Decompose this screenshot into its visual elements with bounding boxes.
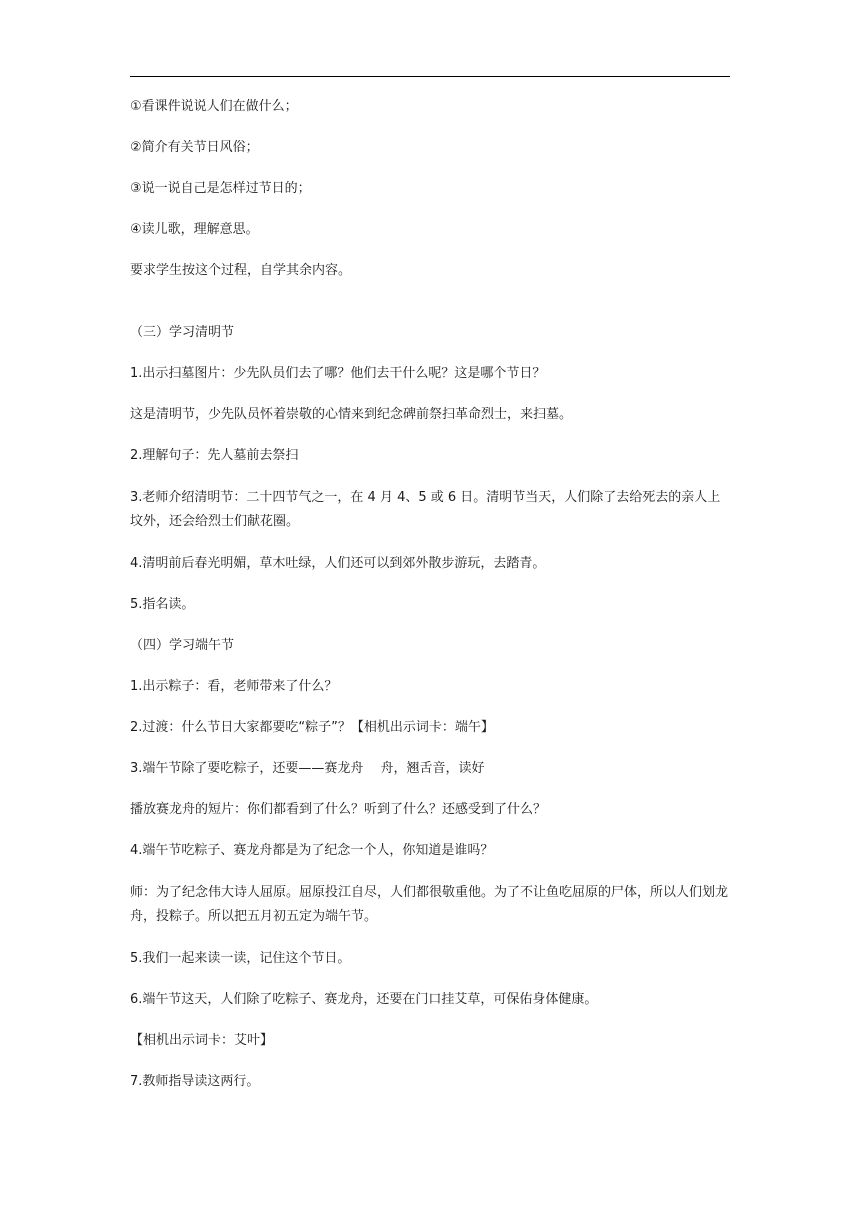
paragraph: 这是清明节，少先队员怀着崇敬的心情来到纪念碑前祭扫革命烈士，来扫墓。 [130,407,573,422]
paragraph: 2.理解句子：先人墓前去祭扫 [130,448,299,463]
paragraph: 6.端午节这天，人们除了吃粽子、赛龙舟，还要在门口挂艾草，可保佑身体健康。 [130,992,598,1007]
paragraph: ②简介有关节日风俗； [130,140,259,155]
paragraph: 4.清明前后春光明媚，草木吐绿，人们还可以到郊外散步游玩，去踏青。 [130,556,546,571]
section-heading: （三）学习清明节 [130,325,235,340]
paragraph: 5.指名读。 [130,597,195,612]
paragraph: 7.教师指导读这两行。 [130,1074,260,1089]
paragraph: 播放赛龙舟的短片：你们都看到了什么？听到了什么？还感受到了什么？ [130,802,547,817]
paragraph: 3.端午节除了要吃粽子，还要——赛龙舟 舟，翘舌音，读好 [130,761,485,776]
paragraph: 1.出示粽子：看，老师带来了什么？ [130,679,338,694]
paragraph: 【相机出示词卡：艾叶】 [130,1033,274,1048]
header-rule [130,76,730,77]
paragraph: 5.我们一起来读一读，记住这个节日。 [130,951,351,966]
paragraph: 1.出示扫墓图片：少先队员们去了哪？他们去干什么呢？这是哪个节日？ [130,366,546,381]
paragraph: 师：为了纪念伟大诗人屈原。屈原投江自尽，人们都很敬重他。为了不让鱼吃屈原的尸体，所以人们划龙舟，投粽子。所以把五月初五定为端午节。 [130,885,729,924]
paragraph: 4.端午节吃粽子、赛龙舟都是为了纪念一个人，你知道是谁吗？ [130,843,494,858]
paragraph: 3.老师介绍清明节：二十四节气之一，在 4 月 4、5 或 6 日。清明节当天，人们除了去给死去的亲人上坟外，还会给烈士们献花圈。 [130,490,721,529]
paragraph: ①看课件说说人们在做什么； [130,99,298,114]
paragraph: 要求学生按这个过程，自学其余内容。 [130,263,352,278]
paragraph: 2.过渡：什么节日大家都要吃“粽子”？【相机出示词卡：端午】 [130,720,494,735]
paragraph: ③说一说自己是怎样过节日的； [130,181,311,196]
document-body [130,96,730,1112]
paragraph: ④读儿歌，理解意思。 [130,222,259,237]
section-heading: （四）学习端午节 [130,638,235,653]
